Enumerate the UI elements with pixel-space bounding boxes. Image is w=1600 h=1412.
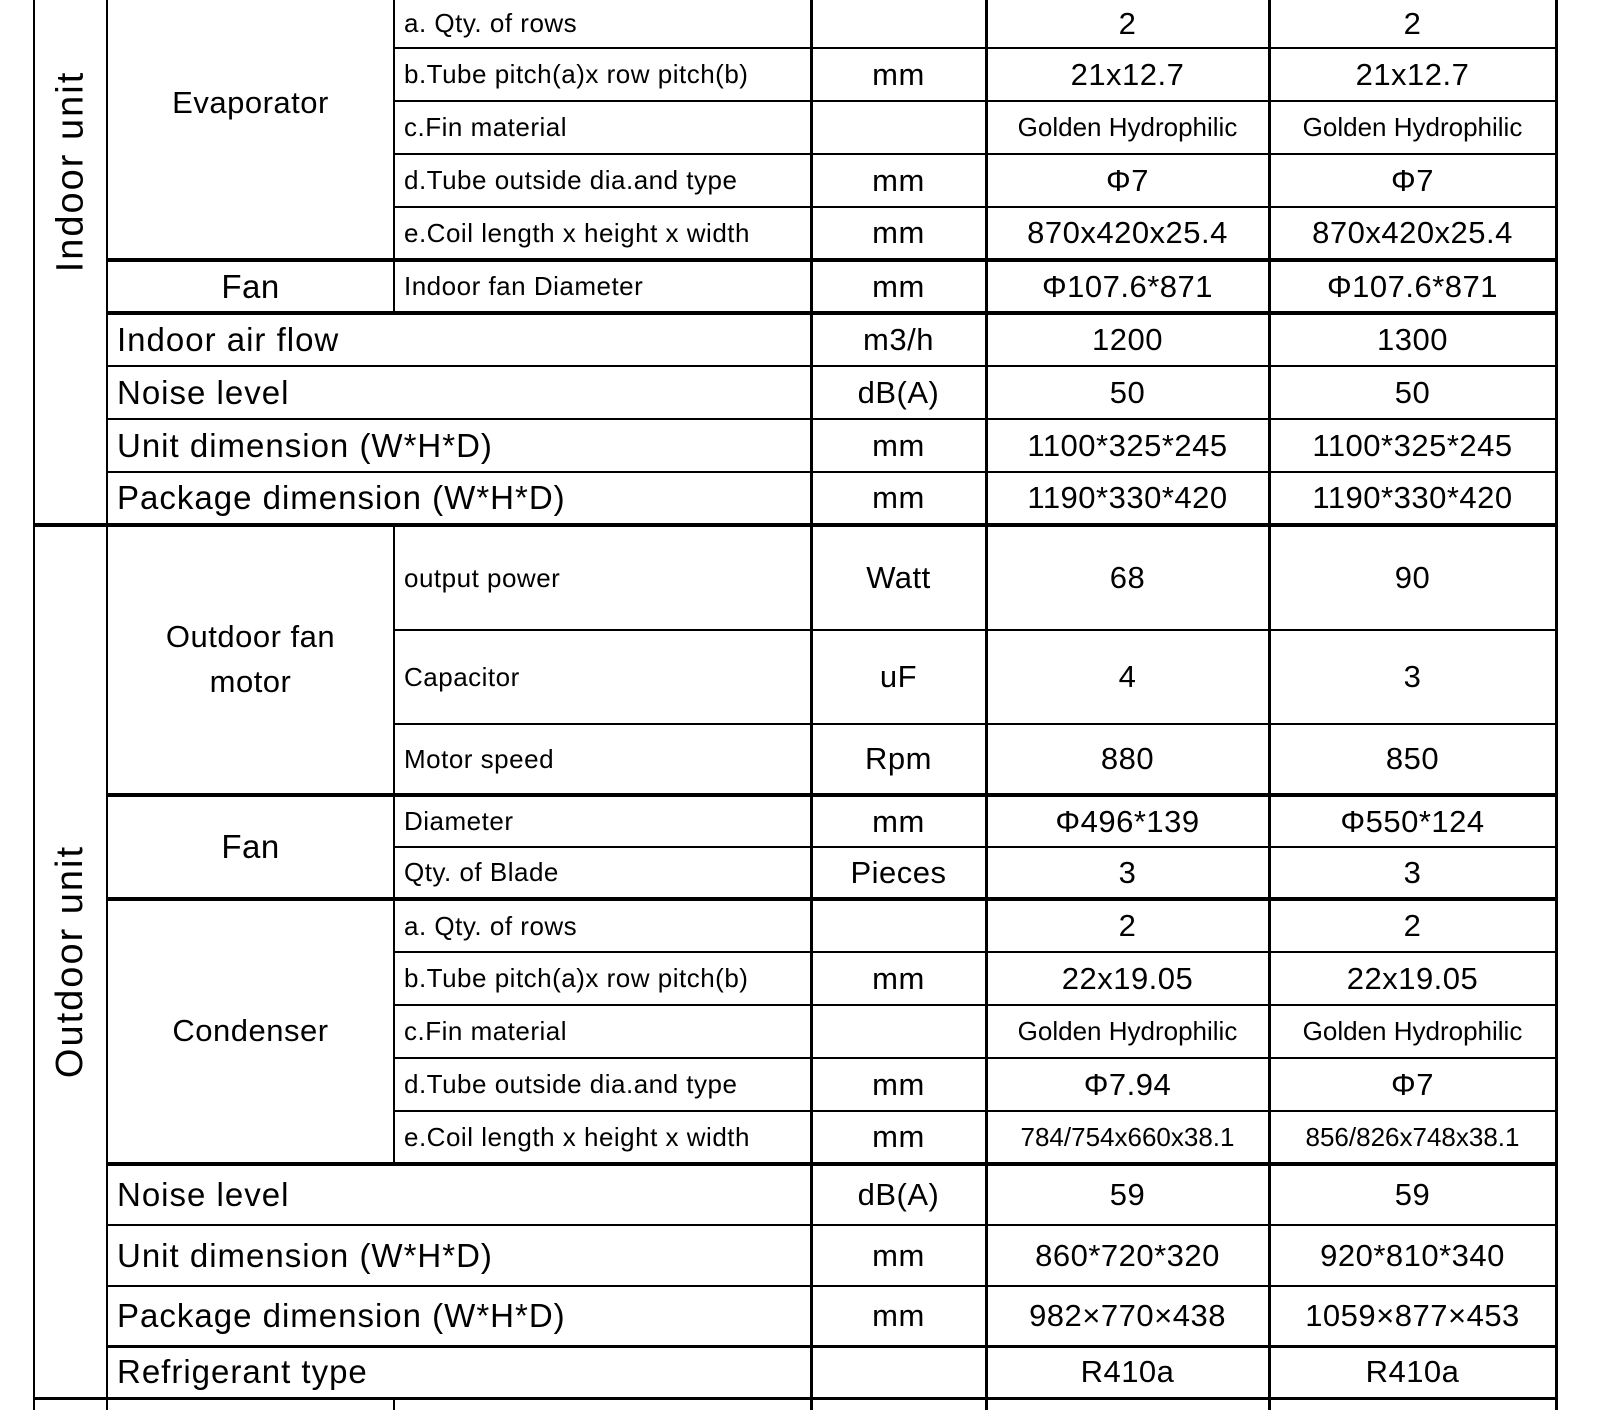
spec-value-model2: 2 [1269, 0, 1556, 48]
spec-value-model2: R410a [1269, 1346, 1556, 1398]
category-label-evaporator: Evaporator [172, 84, 329, 120]
spec-unit: mm [811, 1058, 986, 1111]
spec-unit: mm [811, 472, 986, 525]
spec-value-model1: 880 [986, 724, 1269, 795]
spec-value-model1: 1100*325*245 [986, 419, 1269, 472]
category-label-condenser: Condenser [172, 1013, 329, 1049]
spec-row-label: Package dimension (W*H*D) [107, 472, 811, 525]
spec-param: Indoor fan Diameter [394, 260, 811, 313]
spec-value-model1: Golden Hydrophilic [986, 1005, 1269, 1058]
spec-value-model2: Golden Hydrophilic [1269, 1005, 1556, 1058]
spec-value-model1: 860*720*320 [986, 1225, 1269, 1286]
spec-unit: Rpm [811, 724, 986, 795]
spec-value-model1: Φ496*139 [986, 795, 1269, 847]
category-label-outdoor-fan-motor: Outdoor fan motor [165, 619, 336, 699]
spec-value-model2: 90 [1269, 525, 1556, 630]
spec-value-model2: 59 [1269, 1164, 1556, 1225]
spec-param: e.Coil length x height x width [394, 207, 811, 260]
spec-row-label: Unit dimension (W*H*D) [107, 1225, 811, 1286]
table-row [34, 1164, 1556, 1225]
spec-param: b.Tube pitch(a)x row pitch(b) [394, 952, 811, 1005]
spec-row-label: Refrigerant type [107, 1346, 811, 1398]
category-cell-outdoor-fan-motor [107, 525, 394, 795]
spec-value-model1: Golden Hydrophilic [986, 101, 1269, 154]
spec-row-label: Noise level [107, 1164, 811, 1225]
category-label-indoor-fan: Fan [221, 267, 280, 305]
spec-unit: dB(A) [811, 1164, 986, 1225]
spec-param: a. Qty. of rows [394, 899, 811, 952]
spec-value-model1: 2 [986, 0, 1269, 48]
spec-param: b.Tube pitch(a)x row pitch(b) [394, 48, 811, 101]
category-cell-evaporator [107, 0, 394, 260]
spec-unit: m3/h [811, 313, 986, 366]
spec-value-model1: Φ107.6*871 [986, 260, 1269, 313]
param-cell-clipped [394, 1398, 811, 1410]
spec-unit: mm [811, 154, 986, 207]
table-row [34, 260, 1556, 313]
spec-unit: mm [811, 1111, 986, 1164]
spec-unit [811, 0, 986, 48]
spec-param: c.Fin material [394, 1005, 811, 1058]
category-cell-outdoor-fan [107, 795, 394, 899]
spec-value-model2: 2 [1269, 899, 1556, 952]
group-cell-outdoor-unit [34, 525, 107, 1398]
category-cell-indoor-fan [107, 260, 394, 313]
table-row [34, 419, 1556, 472]
spec-unit: uF [811, 630, 986, 724]
table-row [34, 0, 1556, 48]
spec-value-model1: 21x12.7 [986, 48, 1269, 101]
spec-unit: Watt [811, 525, 986, 630]
group-cell-indoor-unit [34, 0, 107, 525]
spec-value-model2: 1059×877×453 [1269, 1286, 1556, 1346]
table-row [34, 525, 1556, 630]
category-label-outdoor-fan: Fan [221, 828, 280, 866]
table-row [34, 899, 1556, 952]
spec-value-model2: 22x19.05 [1269, 952, 1556, 1005]
spec-value-model1: 22x19.05 [986, 952, 1269, 1005]
spec-value-model2: 21x12.7 [1269, 48, 1556, 101]
spec-param: e.Coil length x height x width [394, 1111, 811, 1164]
spec-unit: mm [811, 1286, 986, 1346]
spec-unit [811, 899, 986, 952]
spec-value-model2: Golden Hydrophilic [1269, 101, 1556, 154]
spec-value-model1: 68 [986, 525, 1269, 630]
table-row-clipped [34, 1398, 1556, 1410]
spec-value-model2: 1300 [1269, 313, 1556, 366]
spec-value-model2: Φ107.6*871 [1269, 260, 1556, 313]
spec-value-model2: 1190*330*420 [1269, 472, 1556, 525]
spec-param: Capacitor [394, 630, 811, 724]
spec-value-model1: R410a [986, 1346, 1269, 1398]
spec-unit [811, 1346, 986, 1398]
spec-value-model1: 4 [986, 630, 1269, 724]
spec-value-model1: Φ7.94 [986, 1058, 1269, 1111]
table-row [34, 795, 1556, 847]
spec-unit: mm [811, 207, 986, 260]
category-cell-clipped [107, 1398, 394, 1410]
spec-unit: mm [811, 419, 986, 472]
spec-unit: mm [811, 260, 986, 313]
spec-value-model2: 1100*325*245 [1269, 419, 1556, 472]
spec-value-model2: 3 [1269, 630, 1556, 724]
spec-value-model2: 850 [1269, 724, 1556, 795]
table-row [34, 1346, 1556, 1398]
category-cell-condenser [107, 899, 394, 1164]
spec-param: d.Tube outside dia.and type [394, 154, 811, 207]
spec-value-model2: Φ7 [1269, 154, 1556, 207]
spec-unit: mm [811, 1225, 986, 1286]
spec-unit [811, 1005, 986, 1058]
spec-row-label: Unit dimension (W*H*D) [107, 419, 811, 472]
spec-value-model1: Φ7 [986, 154, 1269, 207]
spec-row-label: Indoor air flow [107, 313, 811, 366]
spec-value-model2: Φ550*124 [1269, 795, 1556, 847]
value-cell-clipped [986, 1398, 1269, 1410]
spec-row-label: Noise level [107, 366, 811, 419]
spec-value-model1: 2 [986, 899, 1269, 952]
spec-param: Qty. of Blade [394, 847, 811, 899]
spec-value-model1: 1190*330*420 [986, 472, 1269, 525]
spec-param: c.Fin material [394, 101, 811, 154]
spec-value-model2: 3 [1269, 847, 1556, 899]
spec-value-model2: 856/826x748x38.1 [1269, 1111, 1556, 1164]
spec-param: output power [394, 525, 811, 630]
spec-unit: mm [811, 48, 986, 101]
value-cell-clipped [1269, 1398, 1556, 1410]
spec-value-model1: 982×770×438 [986, 1286, 1269, 1346]
spec-row-label: Package dimension (W*H*D) [107, 1286, 811, 1346]
spec-unit: mm [811, 952, 986, 1005]
spec-value-model1: 870x420x25.4 [986, 207, 1269, 260]
table-row [34, 1286, 1556, 1346]
spec-value-model2: 50 [1269, 366, 1556, 419]
spec-param: Diameter [394, 795, 811, 847]
group-cell-clipped [34, 1398, 107, 1410]
group-label-indoor-unit: Indoor unit [49, 70, 92, 273]
group-label-outdoor-unit: Outdoor unit [49, 845, 92, 1079]
spec-value-model1: 59 [986, 1164, 1269, 1225]
table-row [34, 472, 1556, 525]
spec-value-model1: 1200 [986, 313, 1269, 366]
table-row [34, 366, 1556, 419]
spec-unit: mm [811, 795, 986, 847]
spec-unit [811, 101, 986, 154]
spec-param: Motor speed [394, 724, 811, 795]
spec-table [33, 0, 1558, 1410]
spec-param: a. Qty. of rows [394, 0, 811, 48]
unit-cell-clipped [811, 1398, 986, 1410]
spec-param: d.Tube outside dia.and type [394, 1058, 811, 1111]
spec-value-model1: 50 [986, 366, 1269, 419]
spec-value-model2: 870x420x25.4 [1269, 207, 1556, 260]
spec-value-model1: 3 [986, 847, 1269, 899]
spec-value-model2: Φ7 [1269, 1058, 1556, 1111]
spec-value-model2: 920*810*340 [1269, 1225, 1556, 1286]
spec-unit: Pieces [811, 847, 986, 899]
table-row [34, 1225, 1556, 1286]
spec-value-model1: 784/754x660x38.1 [986, 1111, 1269, 1164]
table-row [34, 313, 1556, 366]
spec-unit: dB(A) [811, 366, 986, 419]
